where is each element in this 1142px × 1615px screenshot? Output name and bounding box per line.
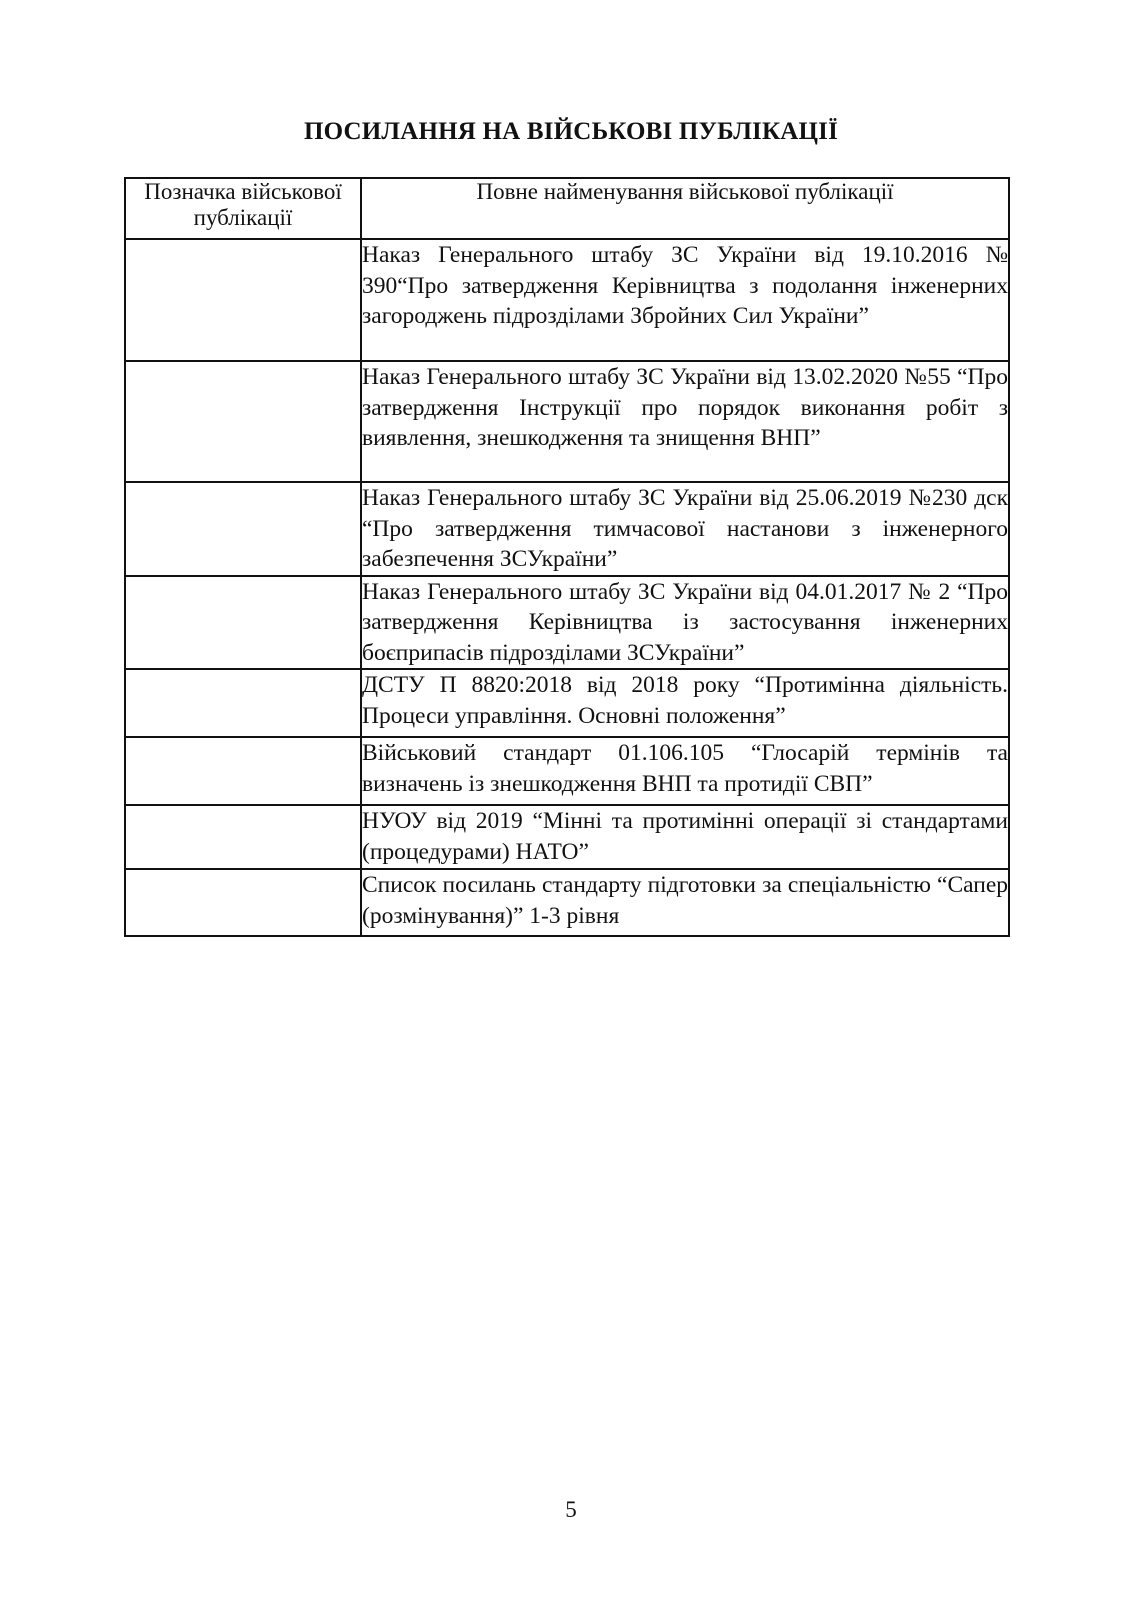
table-row bbox=[125, 869, 1009, 936]
designation-cell bbox=[125, 737, 361, 805]
header-full-name: Повне найменування військової публікації bbox=[361, 178, 1009, 239]
designation-cell bbox=[125, 669, 361, 737]
table-row bbox=[125, 737, 1009, 805]
designation-cell bbox=[125, 869, 361, 936]
page-number: 5 bbox=[565, 1497, 577, 1522]
designation-cell bbox=[125, 576, 361, 670]
designation-cell bbox=[125, 239, 361, 361]
publication-name-cell: Наказ Генерального штабу ЗС України від 13.02.2020 №55 “Про затвердження Інструкції про порядок виконання робіт з виявлення, знешкодження та знищення ВНП” bbox=[361, 361, 1009, 482]
designation-cell bbox=[125, 361, 361, 482]
table-row bbox=[125, 239, 1009, 361]
publication-name-cell: Військовий стандарт 01.106.105 “Глосарій термінів та визначень із знешкодження ВНП та протидії СВП” bbox=[361, 737, 1009, 805]
publication-name-cell: Наказ Генерального штабу ЗС України від 25.06.2019 №230 дск “Про затвердження тимчасової настанови з інженерного забезпечення ЗСУкраїни” bbox=[361, 482, 1009, 576]
table-row bbox=[125, 669, 1009, 737]
publication-name-cell: Наказ Генерального штабу ЗС України від 04.01.2017 № 2 “Про затвердження Керівництва із застосування інженерних боєприпасів підрозділами ЗСУкраїни” bbox=[361, 576, 1009, 670]
page-title: ПОСИЛАННЯ НА ВІЙСЬКОВІ ПУБЛІКАЦІЇ bbox=[303, 118, 839, 145]
table-row bbox=[125, 482, 1009, 576]
designation-cell bbox=[125, 482, 361, 576]
table-row bbox=[125, 361, 1009, 482]
table-row bbox=[125, 805, 1009, 869]
publication-name-cell: НУОУ від 2019 “Мінні та протимінні операції зі стандартами (процедурами) НАТО” bbox=[361, 805, 1009, 869]
table-row bbox=[125, 576, 1009, 670]
publication-name-cell: Наказ Генерального штабу ЗС України від 19.10.2016 № 390“Про затвердження Керівництва з подолання інженерних загороджень підрозділами Збройних Сил України” bbox=[361, 239, 1009, 361]
designation-cell bbox=[125, 805, 361, 869]
publication-name-cell: ДСТУ П 8820:2018 від 2018 року “Протимінна діяльність. Процеси управління. Основні положення” bbox=[361, 669, 1009, 737]
header-designation: Позначка військової публікації bbox=[125, 178, 361, 239]
table-header-row bbox=[125, 178, 1009, 239]
publications-table bbox=[124, 177, 1010, 937]
publication-name-cell: Список посилань стандарту підготовки за спеціальністю “Сапер (розмінування)” 1-3 рівня bbox=[361, 869, 1009, 936]
